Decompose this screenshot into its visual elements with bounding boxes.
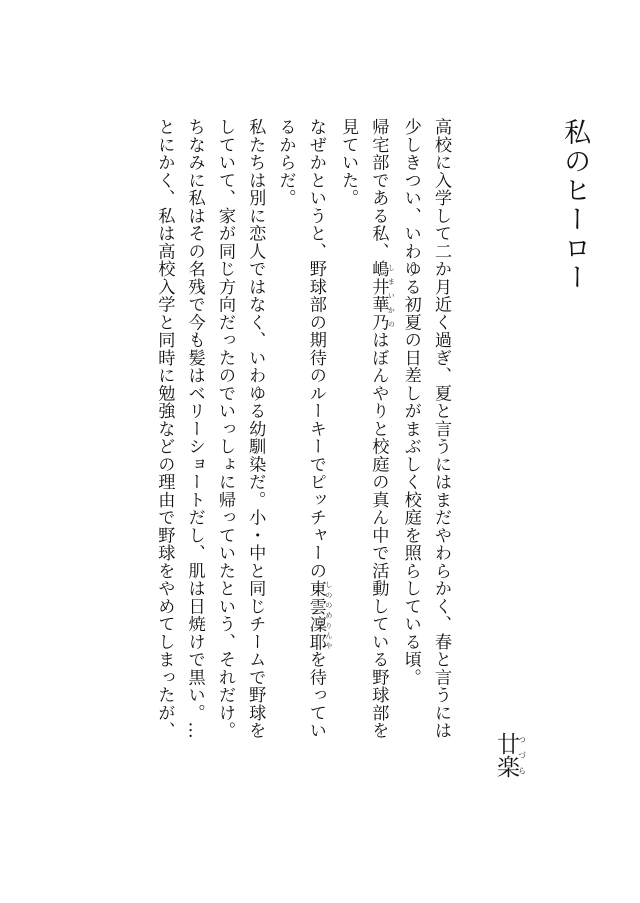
- story-body: [149, 118, 456, 788]
- body-line-5-before: なぜかというと、野球部の期待のルーキーでピッチャーの: [305, 118, 326, 580]
- body-line-6: るからだ。: [275, 118, 296, 207]
- story-title: 私のヒーロー: [559, 118, 591, 292]
- character-name-shinonome-rinya-ruby: しののめりんや: [324, 579, 333, 651]
- body-line-9: ちなみに私はその名残で今も髪はベリーショートだし、肌は日焼けで黒い。…: [184, 118, 205, 740]
- author-name-ruby: つづら: [517, 732, 527, 778]
- body-line-5: [301, 118, 333, 788]
- body-line-5-after: を待ってい: [305, 650, 326, 740]
- character-name-shimai-kano-ruby: しまいかの: [387, 260, 396, 331]
- body-line-7: 私たちは別に恋人ではなく、いわゆる幼馴染だ。小・中と同じチームで野球を: [245, 118, 266, 740]
- body-line-10: とにかく、私は高校入学と同時に勉強などの理由で野球をやめてしまったが、: [154, 118, 175, 740]
- body-line-2: 少しきつい、いわゆる初夏の日差しがまぶしく校庭を照らしている頃。: [400, 118, 421, 686]
- body-line-1: 高校に入学して二か月近く過ぎ、夏と言うにはまだやわらかく、春と言うには: [431, 118, 451, 740]
- body-line-3-before: 帰宅部である私、: [368, 118, 389, 260]
- body-line-8: していて、家が同じ方向だったのでいっしょに帰っていたという、それだけ。: [214, 118, 235, 740]
- character-name-shinonome-rinya: 東雲凜耶 しののめりんや: [305, 579, 333, 651]
- body-line-3-after: はぼんやりと校庭の真ん中で活動している野球部を: [368, 331, 389, 740]
- body-line-4: 見ていた。: [338, 118, 359, 207]
- author-name: [494, 732, 526, 778]
- body-line-3: [363, 118, 395, 788]
- author-name-text: 廿楽: [493, 732, 519, 778]
- character-name-shimai-kano: 嶋井華乃 しまいかの: [368, 260, 396, 331]
